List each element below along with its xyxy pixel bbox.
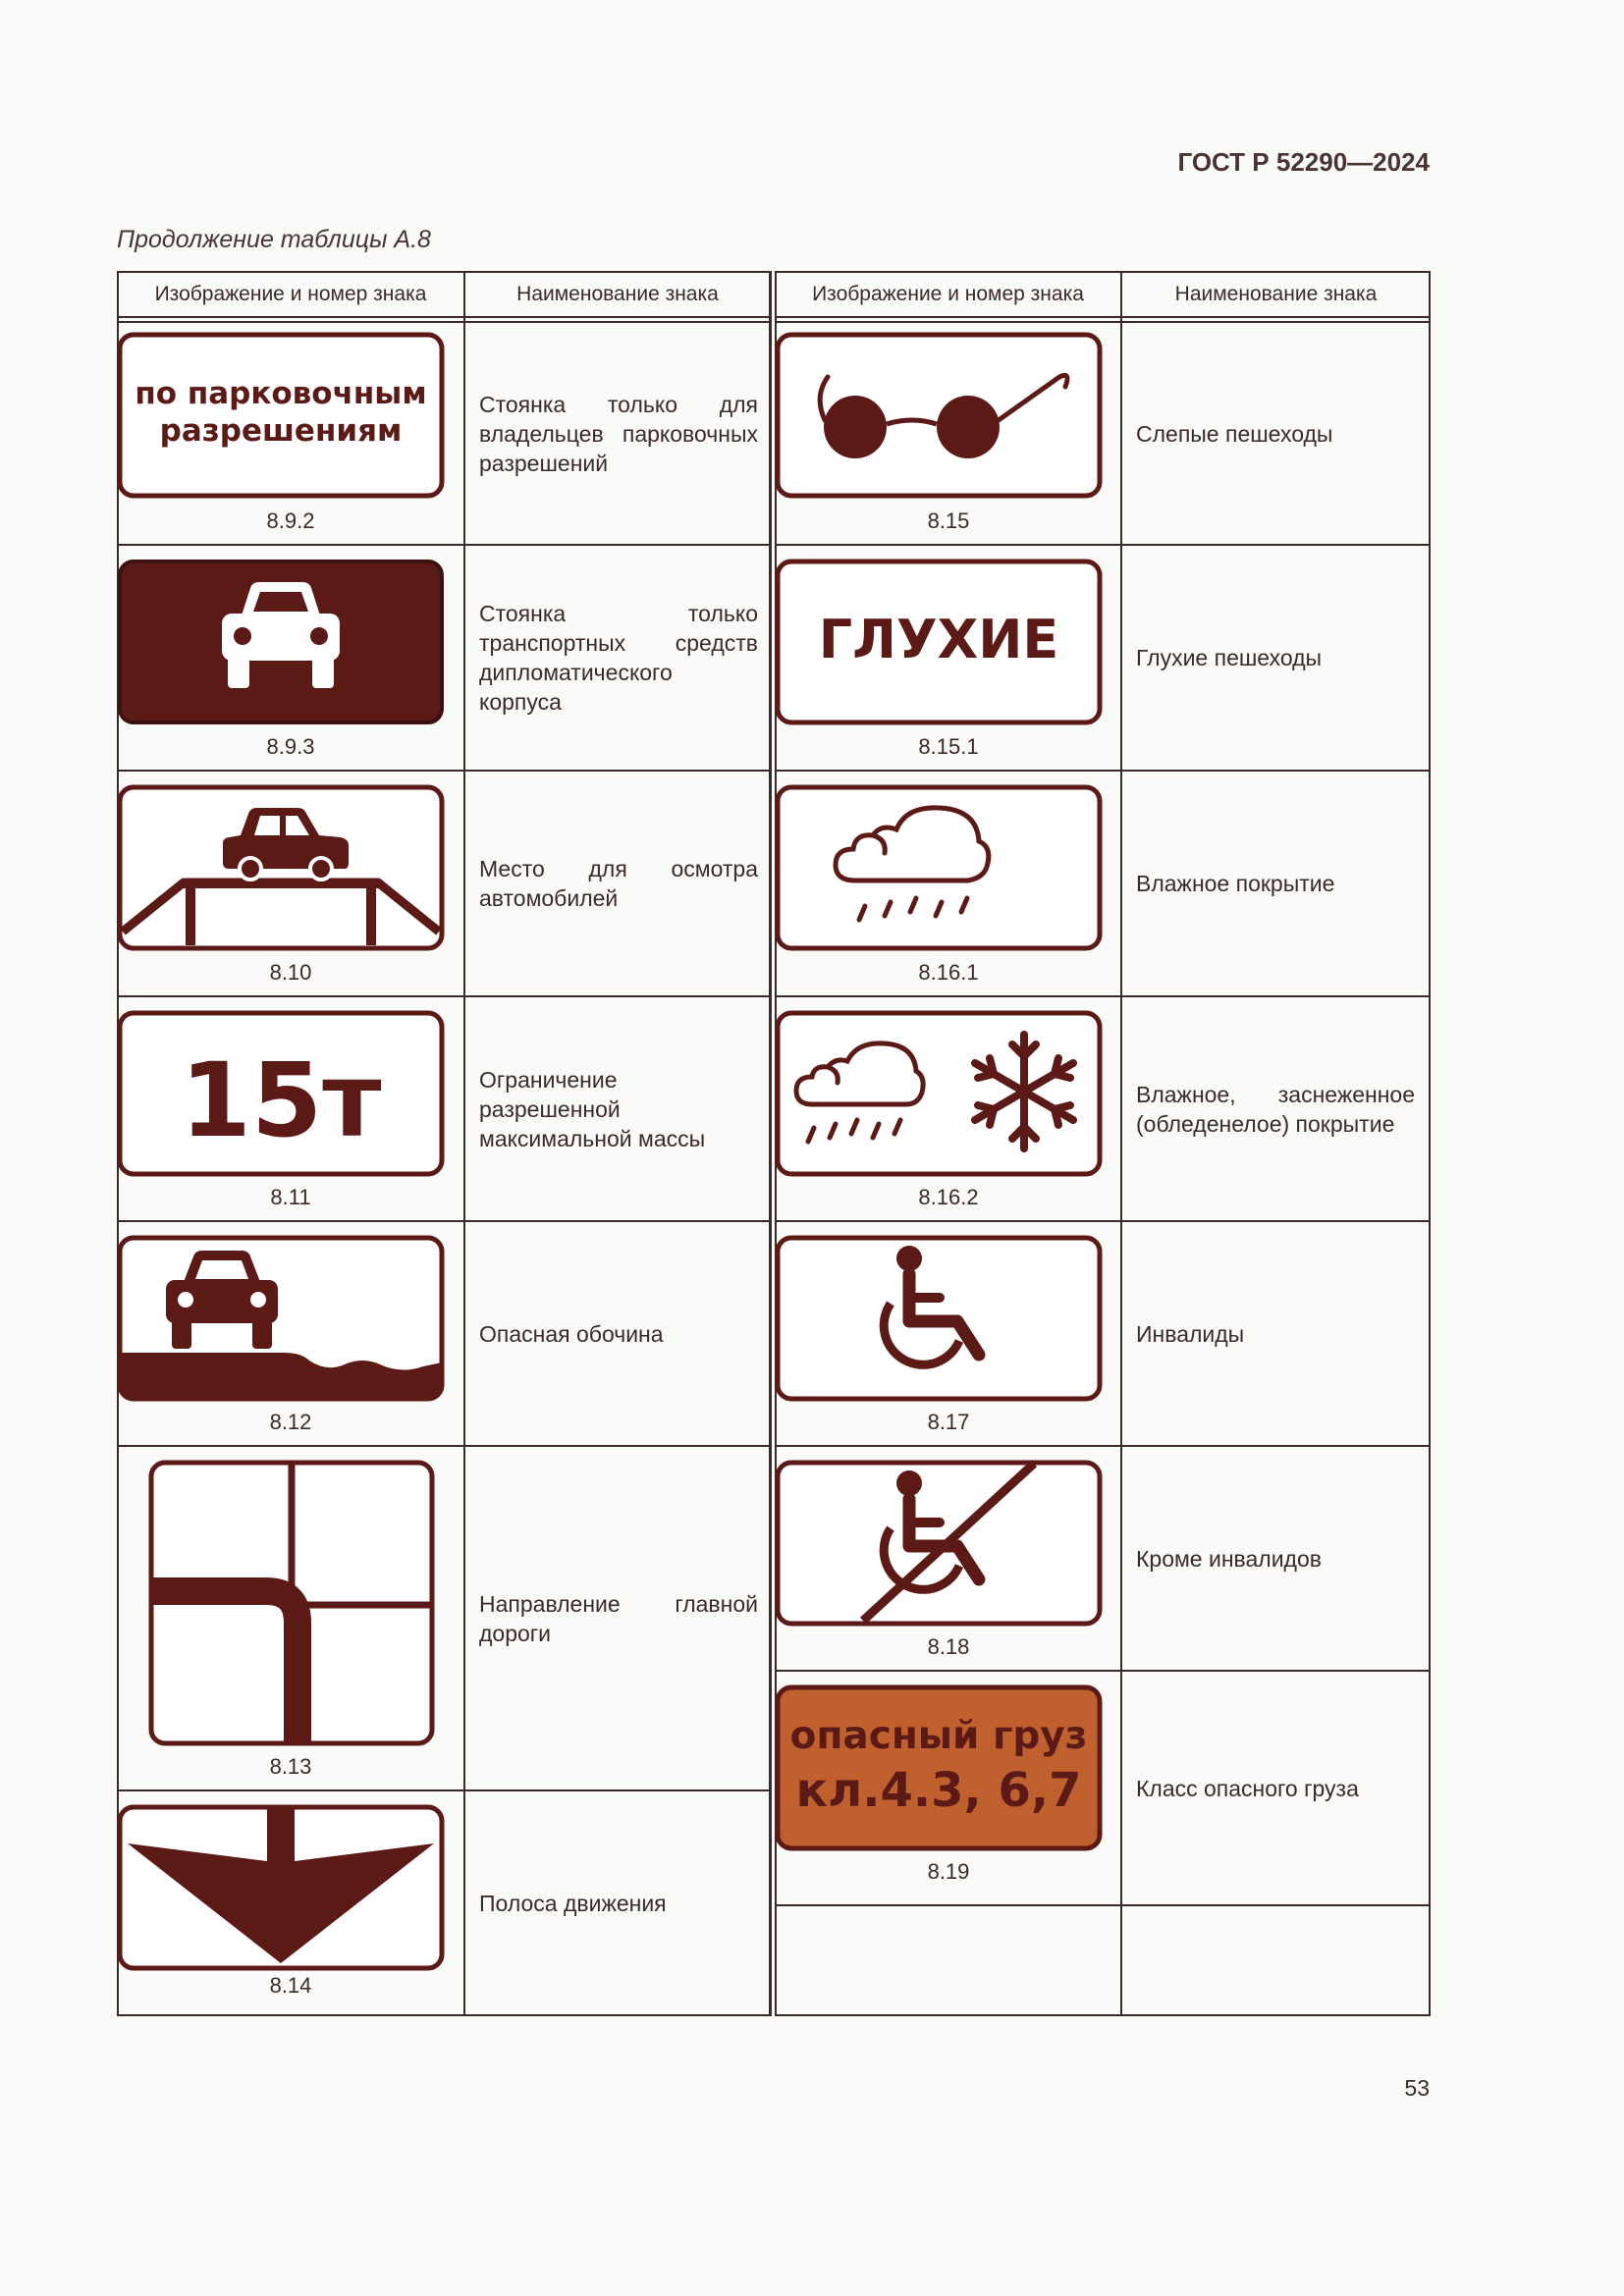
deaf-pedestrians-sign	[775, 559, 1103, 725]
table-row	[117, 322, 771, 545]
weight-limit-sign	[117, 1010, 445, 1177]
sign-number: 8.18	[927, 1634, 970, 1659]
sign-name: Место для осмотра автомобилей	[479, 856, 758, 911]
sign-name: Влажное покрытие	[1136, 871, 1335, 896]
sign-name: Направление главной дороги	[479, 1590, 758, 1646]
header-sign-name: Наименование знака	[516, 282, 719, 305]
sign-name: Опасная обочина	[479, 1320, 664, 1347]
sign-name: Кроме инвалидов	[1136, 1545, 1322, 1572]
right-table	[775, 271, 1429, 2016]
table-row	[117, 1221, 771, 1446]
header-sign-name: Наименование знака	[1174, 282, 1378, 305]
table-row	[117, 996, 771, 1221]
hazardous-cargo-class-sign	[775, 1684, 1103, 1851]
sign-number: 8.10	[269, 960, 312, 985]
sign-number: 8.12	[269, 1410, 312, 1434]
sign-number: 8.13	[269, 1754, 312, 1779]
parking-permit-sign	[117, 332, 445, 499]
table-caption: Продолжение таблицы А.8	[117, 226, 431, 253]
left-table	[117, 271, 771, 2016]
dangerous-shoulder-sign	[117, 1235, 445, 1402]
svg-text:кл.4.3, 6,7: кл.4.3, 6,7	[795, 1763, 1082, 1818]
sign-name: Ограничение разрешенной максимальной массы	[479, 1066, 706, 1151]
table-row	[775, 996, 1429, 1221]
table-row	[117, 1446, 771, 1790]
sign-number: 8.16.1	[918, 960, 979, 985]
sign-number: 8.14	[269, 1973, 312, 1998]
sign-number: 8.16.2	[918, 1185, 979, 1209]
inspection-ramp-sign	[117, 784, 445, 951]
sign-name: Класс опасного груза	[1136, 1775, 1359, 1801]
table-row	[117, 1790, 771, 2016]
sign-name: Глухие пешеходы	[1136, 645, 1323, 670]
sign-number: 8.9.3	[266, 734, 315, 759]
sign-number: 8.17	[927, 1410, 970, 1434]
disabled-persons-sign	[775, 1235, 1103, 1402]
main-road-direction-sign	[148, 1460, 435, 1746]
sign-name: Полоса движения	[479, 1891, 667, 1916]
sign-number: 8.15	[927, 508, 970, 533]
svg-text:по парковочным: по парковочным	[135, 376, 427, 411]
traffic-lane-sign	[117, 1804, 445, 1971]
table-row	[775, 1221, 1429, 1446]
sign-number: 8.11	[270, 1185, 311, 1209]
document-id: ГОСТ Р 52290—2024	[1177, 147, 1430, 177]
sign-name: Стоянка только транспортных средств дипломатического корпуса	[479, 601, 758, 715]
table-row	[775, 1446, 1429, 1671]
svg-text:опасный груз: опасный груз	[789, 1714, 1088, 1758]
svg-text:15т: 15т	[180, 1041, 382, 1160]
diplomatic-car-sign	[117, 559, 445, 725]
wet-snowy-surface-sign	[775, 1010, 1103, 1177]
header-image-number: Изображение и номер знака	[812, 282, 1084, 305]
table-row	[775, 1671, 1429, 1905]
header-image-number: Изображение и номер знака	[154, 282, 427, 305]
sign-number: 8.9.2	[266, 508, 315, 533]
sign-number: 8.15.1	[918, 734, 979, 759]
blind-pedestrians-sign	[775, 332, 1103, 499]
sign-name: Инвалиды	[1136, 1320, 1245, 1347]
sign-name: Стоянка только для владельцев парковочных разрешений	[479, 391, 758, 476]
sign-name: Слепые пешеходы	[1136, 420, 1333, 447]
page-number: 53	[1404, 2075, 1430, 2101]
wet-surface-sign	[775, 784, 1103, 951]
table-row	[117, 771, 771, 996]
table-row	[775, 771, 1429, 996]
except-disabled-sign	[775, 1460, 1103, 1627]
sign-number: 8.19	[927, 1859, 970, 1884]
sign-name: Влажное, заснеженное (обледенелое) покрытие	[1136, 1081, 1415, 1137]
svg-text:разрешениям: разрешениям	[159, 413, 403, 449]
table-row	[775, 322, 1429, 545]
svg-text:ГЛУХИЕ: ГЛУХИЕ	[818, 609, 1059, 670]
table-row	[775, 545, 1429, 771]
table-row	[117, 545, 771, 771]
